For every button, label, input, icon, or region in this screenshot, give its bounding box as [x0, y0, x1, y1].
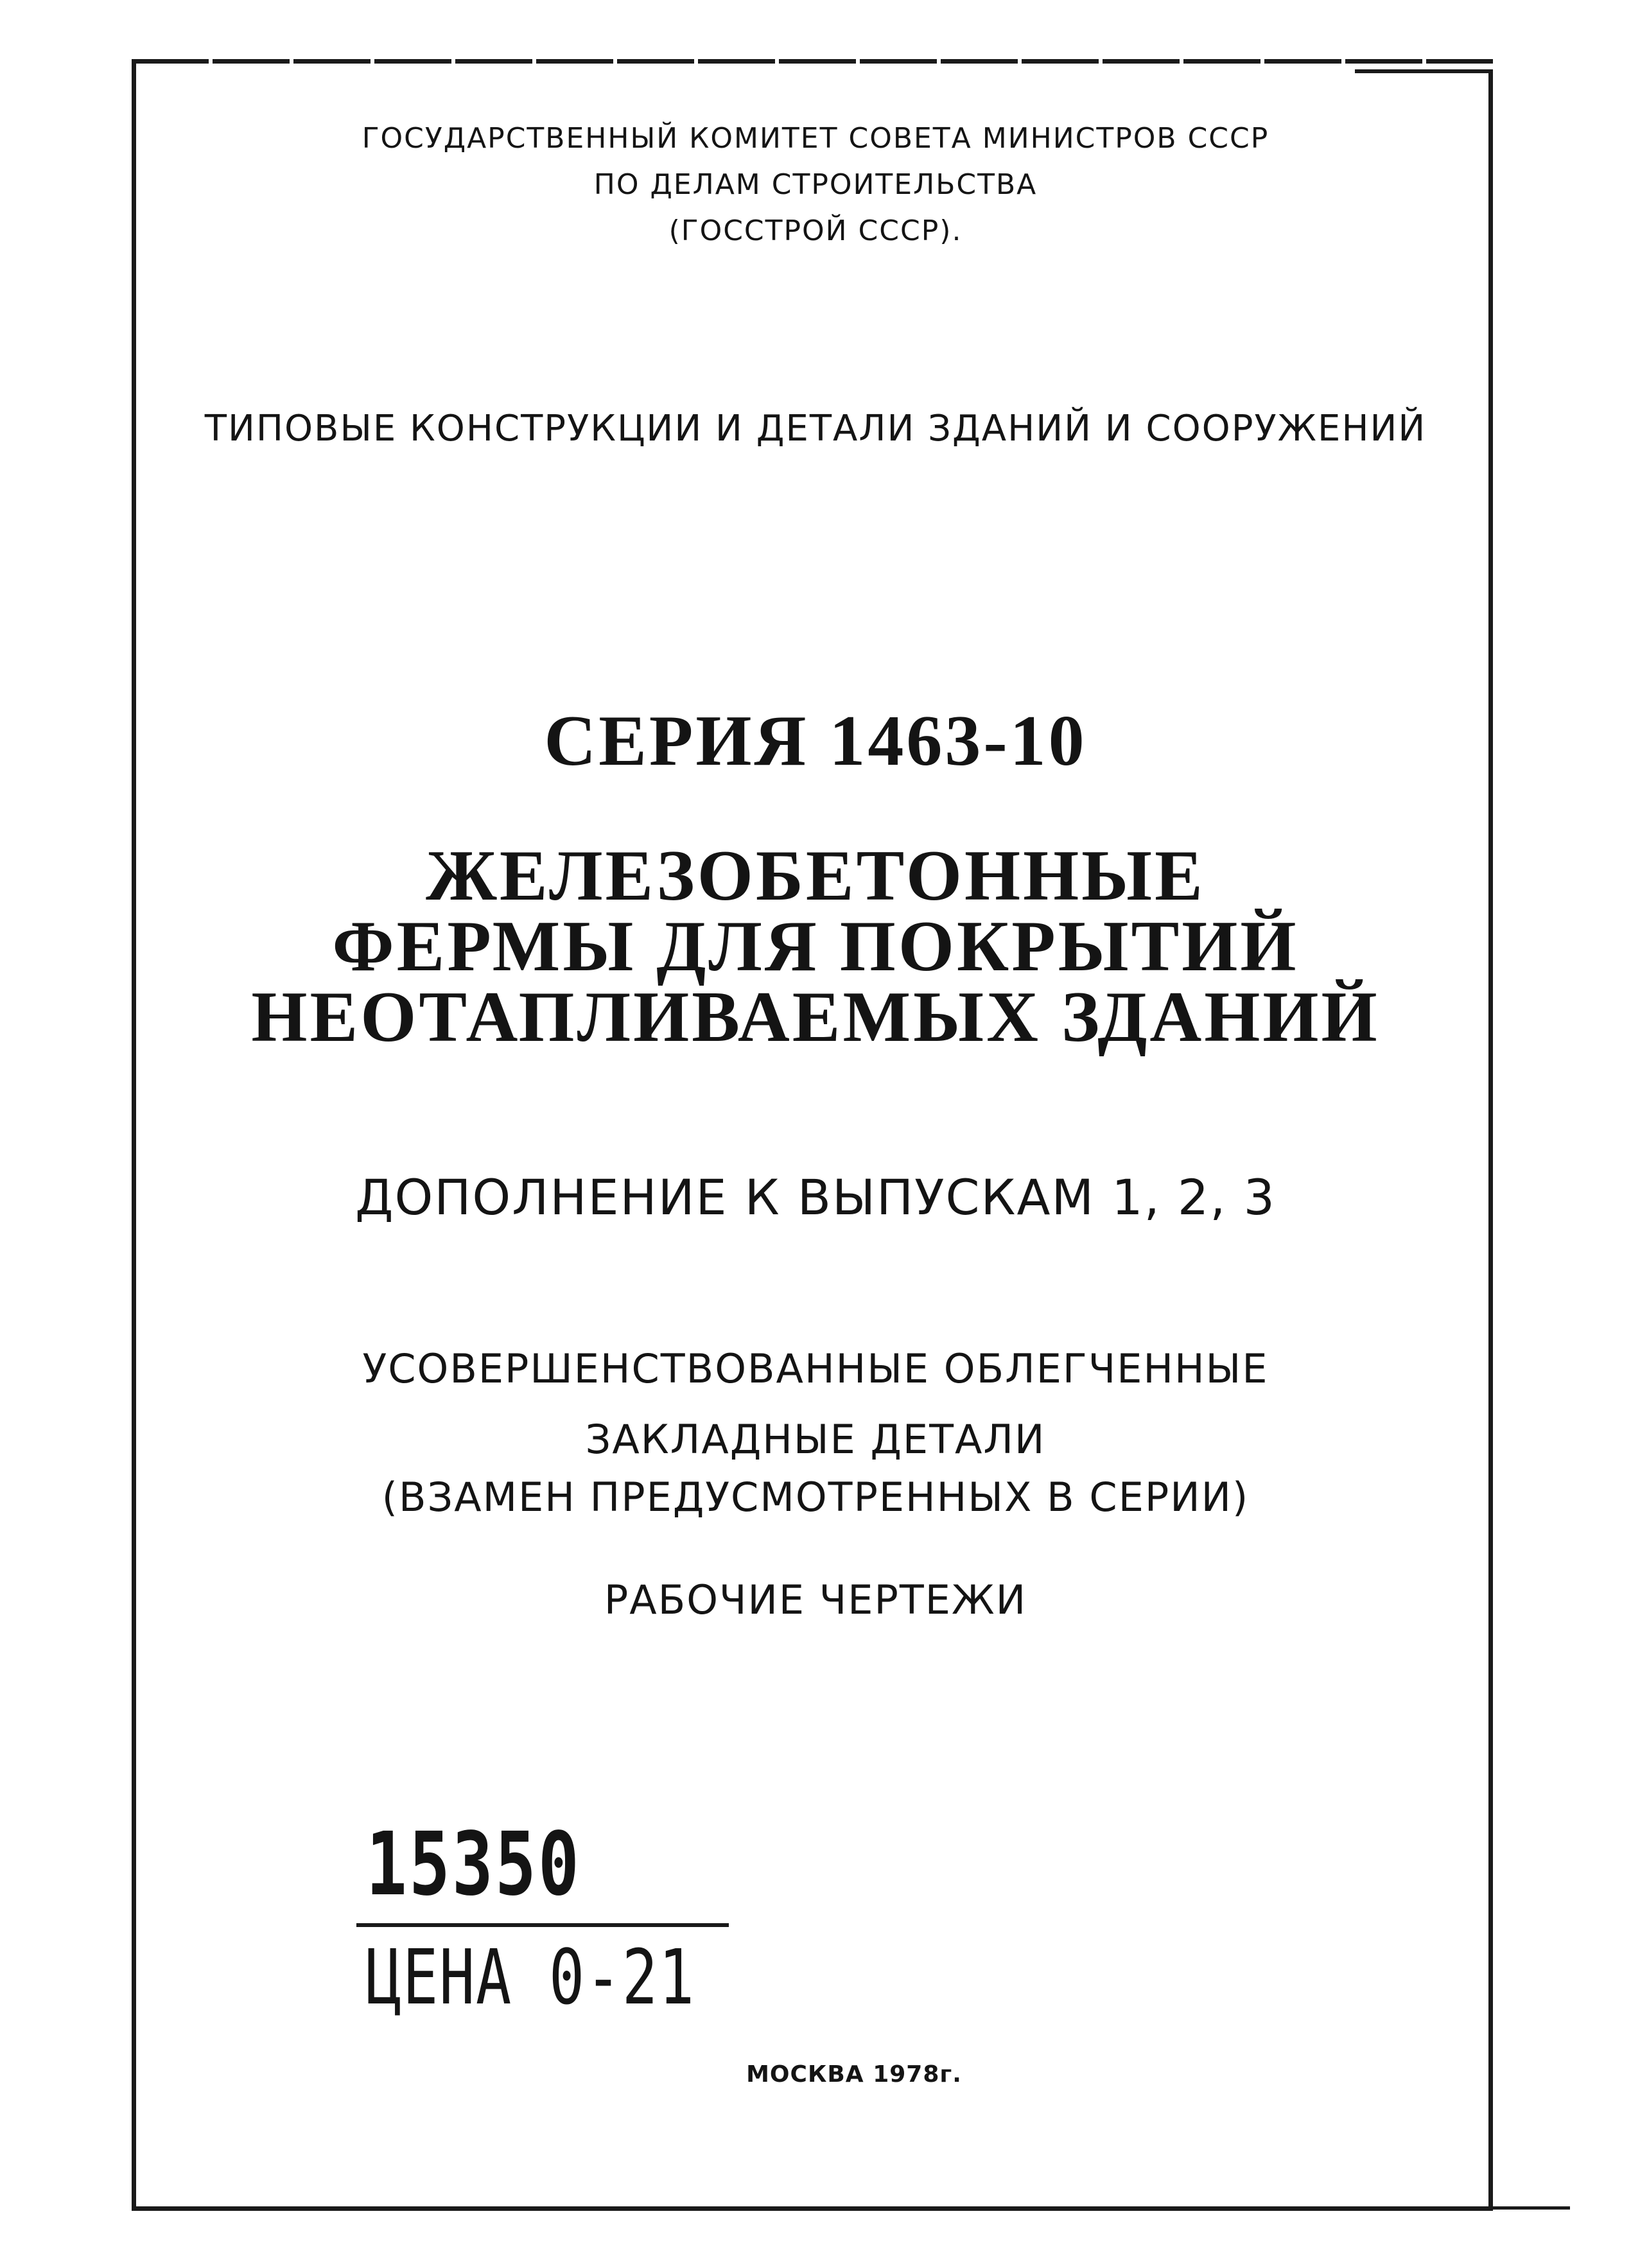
- frame-top-border-right: [1355, 69, 1493, 73]
- issuer-line-1: ГОСУДАРСТВЕННЫЙ КОМИТЕТ СОВЕТА МИНИСТРОВ СССР: [362, 122, 1269, 155]
- supplement-heading: ДОПОЛНЕНИЕ К ВЫПУСКАМ 1, 2, 3: [355, 1169, 1276, 1226]
- subject-line-1: УСОВЕРШЕНСТВОВАННЫЕ ОБЛЕГЧЕННЫЕ: [362, 1345, 1269, 1392]
- series-title: СЕРИЯ 1463-10: [544, 701, 1087, 781]
- category-heading: ТИПОВЫЕ КОНСТРУКЦИИ И ДЕТАЛИ ЗДАНИЙ И СООРУЖЕНИЙ: [204, 408, 1427, 449]
- stamp-divider: [356, 1923, 729, 1927]
- subject-line-2: ЗАКЛАДНЫЕ ДЕТАЛИ: [585, 1416, 1046, 1463]
- frame-right-border: [1488, 69, 1493, 2210]
- price-stamp: ЦЕНА 0-21: [366, 1933, 695, 2021]
- issuer-line-3: (ГОССТРОЙ СССР).: [668, 214, 963, 247]
- frame-bottom-border-extension: [1493, 2206, 1570, 2210]
- document-title-line-1: ЖЕЛЕЗОБЕТОННЫЕ: [426, 836, 1205, 916]
- document-type: РАБОЧИЕ ЧЕРТЕЖИ: [604, 1576, 1027, 1623]
- catalog-number-stamp: 15350: [366, 1814, 581, 1915]
- frame-bottom-border: [132, 2206, 1493, 2211]
- subject-line-3: (ВЗАМЕН ПРЕДУСМОТРЕННЫХ В СЕРИИ): [381, 1474, 1250, 1521]
- imprint-place-year: МОСКВА 1978г.: [746, 2061, 962, 2088]
- issuer-line-2: ПО ДЕЛАМ СТРОИТЕЛЬСТВА: [593, 168, 1038, 201]
- frame-top-border: [132, 59, 1493, 64]
- document-title-line-3: НЕОТАПЛИВАЕМЫХ ЗДАНИЙ: [251, 977, 1380, 1057]
- frame-left-border: [132, 59, 136, 2210]
- document-title-line-2: ФЕРМЫ ДЛЯ ПОКРЫТИЙ: [332, 907, 1299, 986]
